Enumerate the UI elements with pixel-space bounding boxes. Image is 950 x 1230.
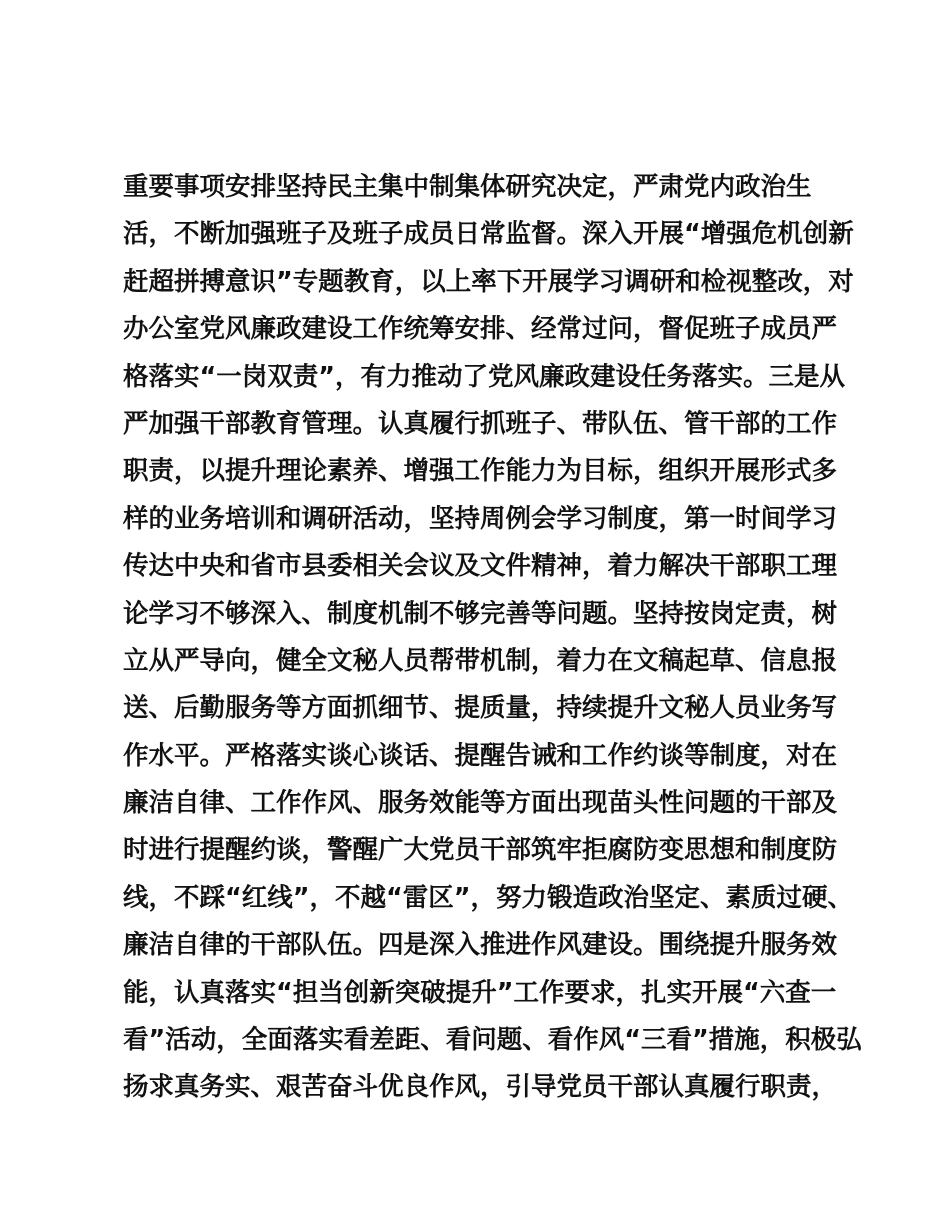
text-line: 格落实“一岗双责”，有力推动了党风廉政建设任务落实。三是从 — [123, 361, 846, 392]
text-line: 严加强干部教育管理。认真履行抓班子、带队伍、管干部的工作 — [123, 408, 838, 439]
text-line: 看”活动，全面落实看差距、看问题、看作风“三看”措施，积极弘 — [123, 1025, 862, 1056]
text-line: 传达中央和省市县委相关会议及文件精神，着力解决干部职工理 — [123, 551, 838, 582]
text-line: 样的业务培训和调研活动，坚持周例会学习制度，第一时间学习 — [123, 503, 838, 534]
text-line: 廉洁自律的干部队伍。四是深入推进作风建设。围绕提升服务效 — [123, 930, 838, 961]
text-line: 活，不断加强班子及班子成员日常监督。深入开展“增强危机创新 — [123, 219, 854, 250]
text-line: 能，认真落实“担当创新突破提升”工作要求，扎实开展“六查一 — [123, 977, 837, 1008]
text-line: 办公室党风廉政建设工作统筹安排、经常过问，督促班子成员严 — [123, 314, 838, 345]
body-text — [123, 164, 862, 1112]
text-line: 线，不踩“红线”，不越“雷区”，努力锻造政治坚定、素质过硬、 — [123, 882, 854, 913]
text-line: 重要事项安排坚持民主集中制集体研究决定，严肃党内政治生 — [123, 172, 812, 202]
text-line: 作水平。严格落实谈心谈话、提醒告诫和工作约谈等制度，对在 — [123, 740, 838, 771]
text-line: 送、后勤服务等方面抓细节、提质量，持续提升文秘人员业务写 — [123, 693, 838, 724]
text-line: 赶超拼搏意识”专题教育，以上率下开展学习调研和检视整改，对 — [123, 266, 854, 297]
text-line: 时进行提醒约谈，警醒广大党员干部筑牢拒腐防变思想和制度防 — [123, 835, 838, 866]
text-line: 职责，以提升理论素养、增强工作能力为目标，组织开展形式多 — [123, 456, 838, 487]
text-line: 论学习不够深入、制度机制不够完善等问题。坚持按岗定责，树 — [123, 598, 838, 629]
text-line: 扬求真务实、艰苦奋斗优良作风，引导党员干部认真履行职责， — [123, 1072, 838, 1103]
text-line: 立从严导向，健全文秘人员帮带机制，着力在文稿起草、信息报 — [123, 645, 838, 676]
text-line: 廉洁自律、工作作风、服务效能等方面出现苗头性问题的干部及 — [123, 788, 838, 819]
